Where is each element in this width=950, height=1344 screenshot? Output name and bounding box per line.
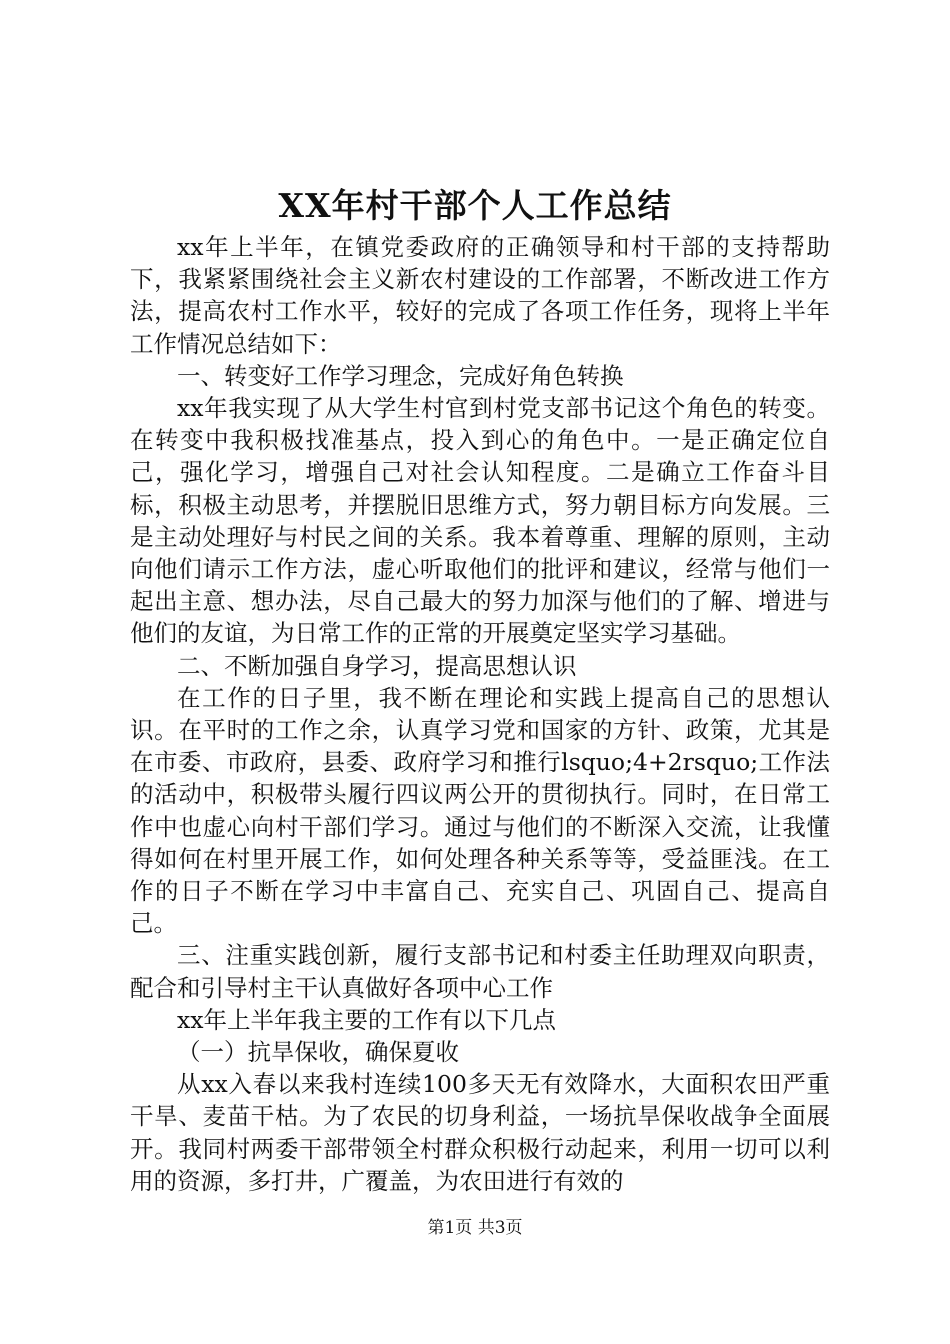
- paragraph-drought: 从xx入春以来我村连续100多天无有效降水，大面积农田严重干旱、麦苗干枯。为了农民的切身利益，一场抗旱保收战争全面展开。我同村两委干部带领全村群众积极行动起来，利用一切可以利用的资源，多打井，广覆盖，为农田进行有效的: [130, 1070, 830, 1195]
- subsection-heading-1: （一）抗旱保收，确保夏收: [177, 1038, 459, 1067]
- paragraph-section-2: 在工作的日子里，我不断在理论和实践上提高自己的思想认识。在平时的工作之余，认真学习党和国家的方针、政策，尤其是在市委、市政府，县委、政府学习和推行lsquo;4+2rsquo;工作法的活动中，积极带头履行四议两公开的贯彻执行。同时，在日常工作中也虚心向村干部们学习。通过与他们的不断深入交流，让我懂得如何在村里开展工作，如何处理各种关系等等，受益匪浅。在工作的日子不断在学习中丰富自己、充实自己、巩固自己、提高自己。: [130, 683, 830, 938]
- paragraph-section-1: xx年我实现了从大学生村官到村党支部书记这个角色的转变。在转变中我积极找准基点，投入到心的角色中。一是正确定位自己，强化学习，增强自己对社会认知程度。二是确立工作奋斗目标，积极主动思考，并摆脱旧思维方式，努力朝目标方向发展。三是主动处理好与村民之间的关系。我本着尊重、理解的原则，主动向他们请示工作方法，虚心听取他们的批评和建议，经常与他们一起出主意、想办法，尽自己最大的努力加深与他们的了解、增进与他们的友谊，为日常工作的正常的开展奠定坚实学习基础。: [130, 394, 830, 648]
- paragraph-intro: xx年上半年，在镇党委政府的正确领导和村干部的支持帮助下，我紧紧围绕社会主义新农村建设的工作部署，不断改进工作方法，提高农村工作水平，较好的完成了各项工作任务，现将上半年工作情况总结如下：: [130, 233, 830, 358]
- paragraph-work-points: xx年上半年我主要的工作有以下几点: [177, 1005, 557, 1034]
- section-heading-3: 三、注重实践创新，履行支部书记和村委主任助理双向职责，配合和引导村主干认真做好各项中心工作: [130, 941, 830, 1002]
- section-heading-1: 一、转变好工作学习理念，完成好角色转换: [177, 361, 624, 390]
- section-heading-2: 二、不断加强自身学习，提高思想认识: [177, 651, 577, 680]
- document-title: XX年村干部个人工作总结: [278, 186, 672, 225]
- document-body: [130, 231, 830, 1197]
- page-number-footer: 第1页 共3页: [427, 1218, 523, 1238]
